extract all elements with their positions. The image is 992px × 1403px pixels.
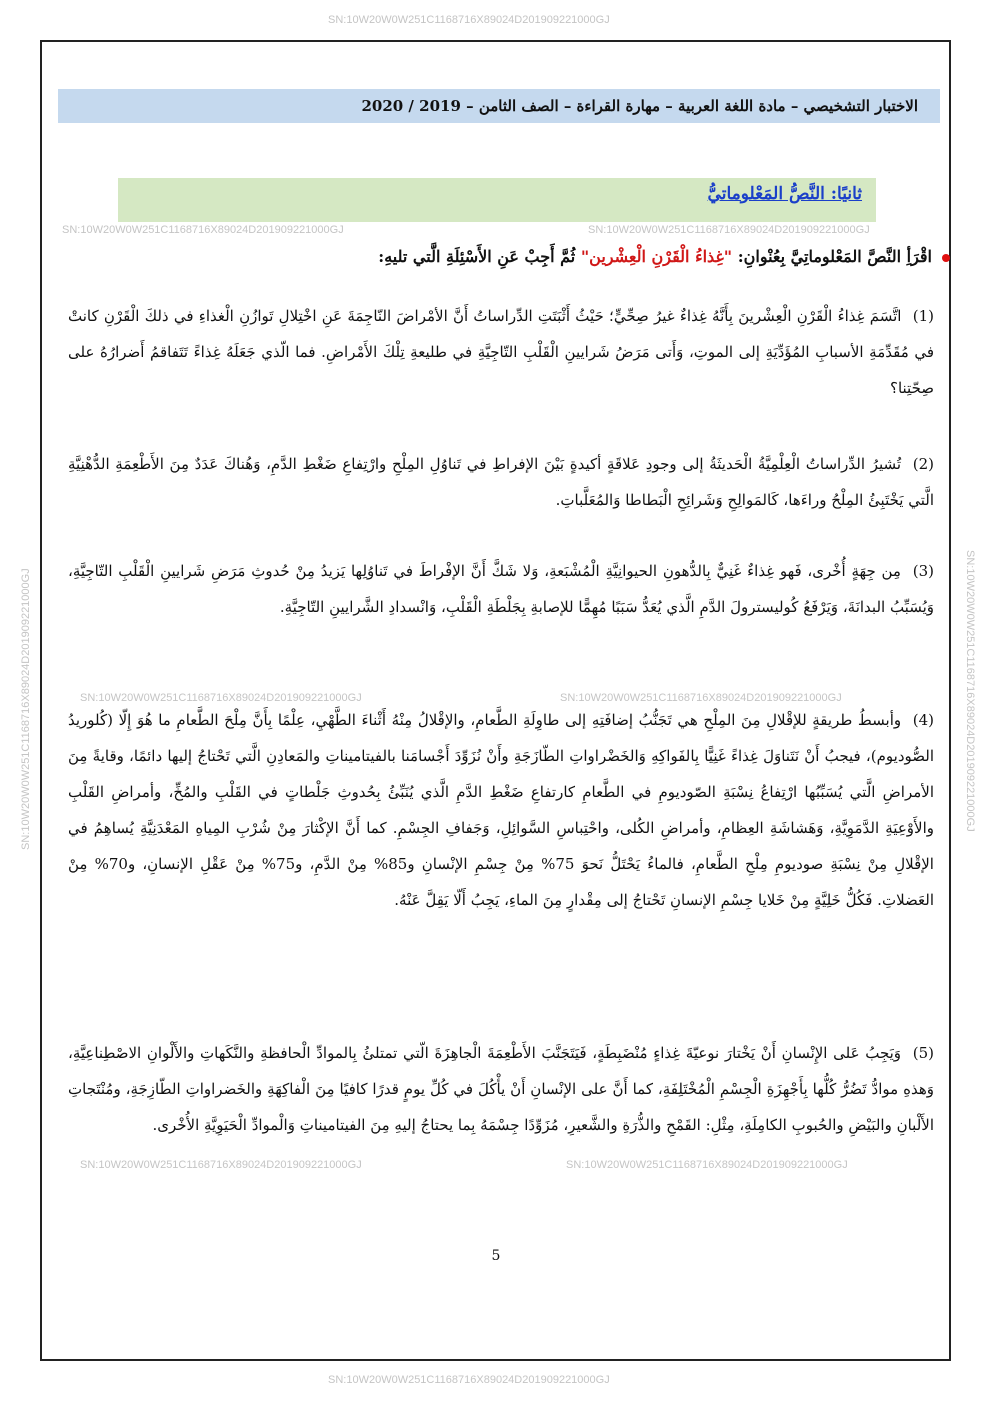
watermark-left-vertical: SN:10W20W0W251C1168716X89024D201909221000GJ bbox=[20, 568, 32, 850]
exam-header bbox=[58, 89, 940, 123]
watermark-bottom: SN:10W20W0W251C1168716X89024D201909221000GJ bbox=[328, 1374, 610, 1386]
instruction-text-title: "غِذاءُ الْقَرْنِ الْعِشْرين" bbox=[580, 247, 733, 266]
watermark-row2-right: SN:10W20W0W251C1168716X89024D201909221000GJ bbox=[560, 692, 842, 704]
paragraph-number: (3) bbox=[912, 562, 934, 580]
instruction-tail: ثُمَّ أَجِبْ عَنِ الأَسْئِلَةِ الَّتي تليهِ: bbox=[378, 247, 581, 266]
paragraph-text: اتَّسَمَ غِذاءُ الْقَرْنِ الْعِشْرينَ بِأَنَّهُ غِذاءٌ غيرُ صِحِّيٍّ؛ حَيْثُ أَثْبَتَتِ الدِّراساتُ أَنَّ الأمْراضَ النّاجِمَةَ عَنِ اخْتِلالِ تَوازُنِ الْغذاءِ في ذلكَ الْقَرْنِ كانتْ في مُقَدِّمَةِ الأسبابِ المُؤَدِّيَةِ إلى الموتِ، وَأَتى مَرَضُ شَرايينِ الْقَلْبِ التّاجِيَّةِ في طليعةِ تِلْكَ الأَمْراضِ. فما الّذي جَعَلَهُ غِذاءً تَتَفاقمُ أَضرارُهُ على صِحّتِنا؟ bbox=[68, 307, 934, 397]
watermark-top: SN:10W20W0W251C1168716X89024D201909221000GJ bbox=[328, 14, 610, 26]
paragraph-text: تُشيرُ الدِّراساتُ الْعِلْمِيَّةُ الْحَديثَةُ إلى وجودِ عَلاقَةٍ أكيدةٍ بَيْنَ الإفراطِ في تَناوُلِ المِلْحِ وارْتِفاعِ ضَغْطِ الدَّمِ، وَهُناكَ عَدَدٌ مِنَ الأَطْعِمَةِ الدُّهْنِيَّةِ الَّتي يَخْتَبِئُ المِلْحُ وراءَها، كَالمَوالِحِ وَشَرائِحِ الْبَطاطا وَالمُعَلَّباتِ. bbox=[68, 455, 934, 509]
exam-header-title: الاختبار التشخيصي – مادة اللغة العربية – مهارة القراءة – الصف الثامن – 2019 / 2020 bbox=[361, 97, 918, 115]
paragraph-5 bbox=[68, 1035, 934, 1143]
paragraph-text: وأبسطُ طريقةٍ للإقْلالِ مِنَ المِلْحِ هي تَجَنُّبُ إضافَتِهِ إلى طاوِلَةِ الطَّعامِ، والإقْلالُ مِنْهُ أَثْناءَ الطَّهْيِ، عِلْمًا بِأَنَّ مِلْحَ الطَّعامِ ما هُوَ إِلّا (كُلوريدُ الصُّوديوم)، فيجبُ أَنْ نَتَناوَلَ غِذاءً غَنِيًّا بِالفَواكِهِ وَالخَضْراواتِ الطّازَجَةِ وأَنْ نُزَوِّدَ أَجْسامَنا بالفيتاميناتِ والمَعادِنِ الَّتي تَحْتاجُ إليها دائمًا، وقايةً مِنَ الأمراضِ الَّتي يُسَبِّبُها ارْتِفاعُ نِسْبَةِ الصّوديومِ في الطَّعامِ كارتفاعِ ضَغْطِ الدَّمِ الَّذي يُنَبِّئُ بِحُدوثِ جَلْطاتٍ في القَلْبِ والمُخِّ، وأمراضِ القَلْبِ والأَوْعِيَةِ الدَّمَوِيَّةِ، وَهَشاشَةِ العِظامِ، وأمراضِ الكُلى، واحْتِباسِ السَّوائِلِ، وَجَفافِ الجِسْمِ. كما أَنَّ الإكْثارَ مِنْ شُرْبِ المِياهِ المَعْدَنِيَّةِ يُساهِمُ في الإقْلالِ مِنْ نِسْبَةِ صوديومِ مِلْحِ الطَّعامِ، فالماءُ يَحْتَلُّ نَحوَ 75% مِنْ جِسْمِ الإنْسانِ و85% مِنْ الدَّمِ، و75% مِنْ عَقْلِ الإنسانِ، و70% مِنْ العَضلاتِ. فَكُلُّ خَلِيَّةٍ مِنْ خَلايا جِسْمِ الإنسانِ تَحْتاجُ إلى مِقْدارٍ مِنَ الماءِ، يَجِبُ أَلّا يَقِلَّ عَنْهُ. bbox=[68, 711, 934, 909]
paragraph-2 bbox=[68, 446, 934, 518]
watermark-row2-left: SN:10W20W0W251C1168716X89024D201909221000GJ bbox=[80, 692, 362, 704]
paragraph-1 bbox=[68, 298, 934, 406]
paragraph-number: (5) bbox=[912, 1044, 934, 1062]
section-title: ثانيًا: النَّصُّ المَعْلوماتيُّ bbox=[707, 184, 862, 204]
watermark-row3-left: SN:10W20W0W251C1168716X89024D201909221000GJ bbox=[80, 1159, 362, 1171]
paragraph-text: وَيَجِبُ عَلى الإِنْسانِ أَنْ يَخْتارَ نوعيّةَ غِذاءٍ مُنْضَبِطَةٍ، فَيَتَجَنَّبَ الأَطْعِمَةَ الْجاهِزَةَ الّتي تمتلئُ بِالموادِّ الْحافظةِ والنَّكَهاتِ والأَلْوانِ الاصْطِناعِيَّةِ، وَهذهِ موادُّ تَضُرُّ كُلُّها بِأَجْهِزَةِ الْجِسْمِ الْمُخْتَلِفَةِ، كما أَنَّ على الإنْسانِ أَنْ يأْكُلَ في كُلِّ يومٍ قدرًا كافيًا مِنَ الْفاكِهَةِ والخَضراواتِ الطّازِجَةِ، ومُنْتَجاتِ الأَلْبانِ والبَيْضِ والحُبوبِ الكامِلَةِ، مِثْلِ: القَمْحِ والذُّرَةِ والشَّعيرِ، مُزَوِّدًا جِسْمَهُ بِما يحتاجُ إليهِ مِنَ الفيتاميناتِ وَالْموادِّ الْحَيَوِيَّةِ الأُخْرى. bbox=[68, 1044, 934, 1134]
paragraph-number: (1) bbox=[912, 307, 934, 325]
paragraph-text: مِن جِهَةٍ أُخْرى، فَهو غِذاءٌ غَنِيٌّ بِالدُّهونِ الحيوانِيَّةِ الْمُشْبَعةِ، وَلا شَكَّ أَنَّ الإفْراطَ في تَناوُلِها يَزيدُ مِنْ حُدوثِ مَرَضِ شَرايينِ الْقَلْبِ التّاجِيَّةِ، وَيُسَبِّبُ البدانَةَ، وَيَرْفَعُ كُوليسترولَ الدَّمِ الَّذي يُعَدُّ سَبَبًا مُهِمًّا للإصابةِ بِجَلْطَةِ الْقَلْبِ، وَانْسدادِ الشَّرايينِ التّاجِيَّةِ. bbox=[68, 562, 934, 616]
bullet-dot-icon bbox=[942, 254, 950, 262]
paragraph-3 bbox=[68, 553, 934, 625]
section-heading bbox=[118, 178, 876, 222]
page-frame bbox=[40, 40, 951, 1361]
watermark-right-vertical: SN:10W20W0W251C1168716X89024D201909221000GJ bbox=[964, 550, 976, 832]
paragraph-number: (4) bbox=[912, 711, 934, 729]
instruction-line bbox=[60, 242, 950, 272]
watermark-row1-right: SN:10W20W0W251C1168716X89024D201909221000GJ bbox=[588, 224, 870, 236]
page-number: 5 bbox=[491, 1248, 501, 1264]
paragraph-4 bbox=[68, 702, 934, 918]
watermark-row3-right: SN:10W20W0W251C1168716X89024D201909221000GJ bbox=[566, 1159, 848, 1171]
paragraph-number: (2) bbox=[912, 455, 934, 473]
instruction-lead: اقْرَأِ النَّصَّ المَعْلوماتِيَّ بِعُنْوانِ: bbox=[732, 247, 932, 266]
watermark-row1-left: SN:10W20W0W251C1168716X89024D201909221000GJ bbox=[62, 224, 344, 236]
